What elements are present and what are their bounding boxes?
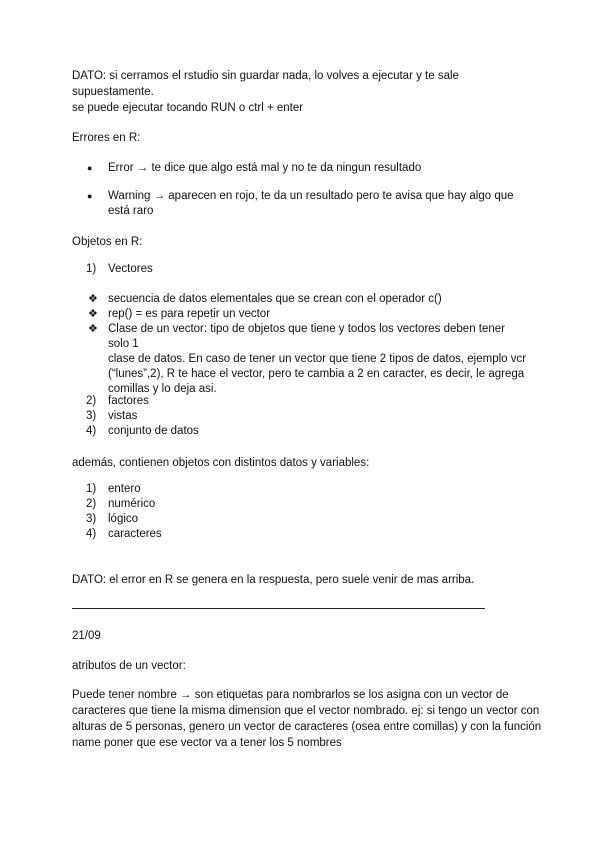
objetos-heading: Objetos en R: bbox=[72, 236, 143, 248]
diamond-bullet-icon: ❖ bbox=[88, 308, 98, 320]
diamond-bullet-icon: ❖ bbox=[88, 323, 98, 335]
errores-heading: Errores en R: bbox=[72, 132, 141, 144]
objetos-item-factores-text: factores bbox=[108, 395, 149, 407]
list-number: 3) bbox=[86, 410, 97, 422]
date-label: 21/09 bbox=[72, 630, 101, 642]
list-number: 2) bbox=[86, 395, 97, 407]
atributos-heading: atributos de un vector: bbox=[72, 660, 186, 672]
list-number: 2) bbox=[86, 498, 97, 510]
list-number: 4) bbox=[86, 425, 97, 437]
tipo-item-logico-text: lógico bbox=[108, 513, 139, 525]
list-number: 3) bbox=[86, 513, 97, 525]
bullet-icon: ● bbox=[87, 191, 93, 201]
vector-point-secuencia-text: secuencia de datos elementales que se crean con el operador c() bbox=[108, 293, 442, 305]
vector-point-rep-text: rep() = es para repetir un vector bbox=[108, 308, 271, 320]
list-number: 4) bbox=[86, 528, 97, 540]
nombre-paragraph bbox=[72, 687, 542, 751]
dato-note-2: DATO: el error en R se genera en la respuesta, pero suele venir de mas arriba. bbox=[72, 574, 475, 586]
objetos-item-vistas-text: vistas bbox=[108, 410, 138, 422]
bullet-icon: ● bbox=[87, 163, 93, 173]
diamond-bullet-icon: ❖ bbox=[88, 293, 98, 305]
vector-point-clase-line1: Clase de un vector: tipo de objetos que tiene y todos los vectores deben tener solo 1 bbox=[108, 323, 506, 350]
objetos-item-vectores-text: Vectores bbox=[108, 263, 153, 275]
tipo-item-caracteres-text: caracteres bbox=[108, 528, 162, 540]
vector-point-clase-line3: (“lunes”,2), R te hace el vector, pero te cambia a 2 en caracter, es decir, le agrega bbox=[108, 368, 525, 380]
horizontal-divider bbox=[72, 608, 485, 609]
nombre-paragraph-line1: Puede tener nombre → son etiquetas para nombrarlos se los asigna con un vector de bbox=[72, 689, 509, 701]
nombre-paragraph-line3: alturas de 5 personas, genero un vector de caracteres (osea entre comillas) y con la función bbox=[72, 721, 542, 733]
list-number: 1) bbox=[86, 263, 97, 275]
nombre-paragraph-line2: caracteres que tiene la misma dimension que el vector nombrado. ej: si tengo un vector con bbox=[72, 705, 540, 717]
nombre-paragraph-line4: name poner que ese vector va a tener los 5 nombres bbox=[72, 737, 342, 749]
vector-point-clase-text bbox=[108, 322, 528, 397]
objetos-item-conjunto-text: conjunto de datos bbox=[108, 425, 199, 437]
tipo-item-entero-text: entero bbox=[108, 483, 141, 495]
list-number: 1) bbox=[86, 483, 97, 495]
errores-item-warning-text bbox=[108, 189, 528, 219]
vector-point-clase-line2: clase de datos. En caso de tener un vector que tiene 2 tipos de datos, ejemplo vcr bbox=[108, 353, 527, 365]
ademas-paragraph: además, contienen objetos con distintos datos y variables: bbox=[72, 457, 370, 469]
vector-point-clase-line4: comillas y lo deja asi. bbox=[108, 383, 217, 395]
errores-item-warning-line1: Warning → aparecen en rojo, te da un resultado pero te avisa que hay algo que bbox=[108, 190, 514, 202]
dato-note-1-line1: DATO: si cerramos el rstudio sin guardar nada, lo volves a ejecutar y te sale supuestamente. bbox=[72, 70, 459, 98]
errores-item-warning-line2: está raro bbox=[108, 205, 154, 217]
dato-note-1-line2: se puede ejecutar tocando RUN o ctrl + enter bbox=[72, 102, 304, 114]
dato-note-1 bbox=[72, 68, 542, 116]
tipo-item-numerico-text: numérico bbox=[108, 498, 156, 510]
errores-item-error-text: Error → te dice que algo está mal y no te da ningun resultado bbox=[108, 162, 422, 174]
